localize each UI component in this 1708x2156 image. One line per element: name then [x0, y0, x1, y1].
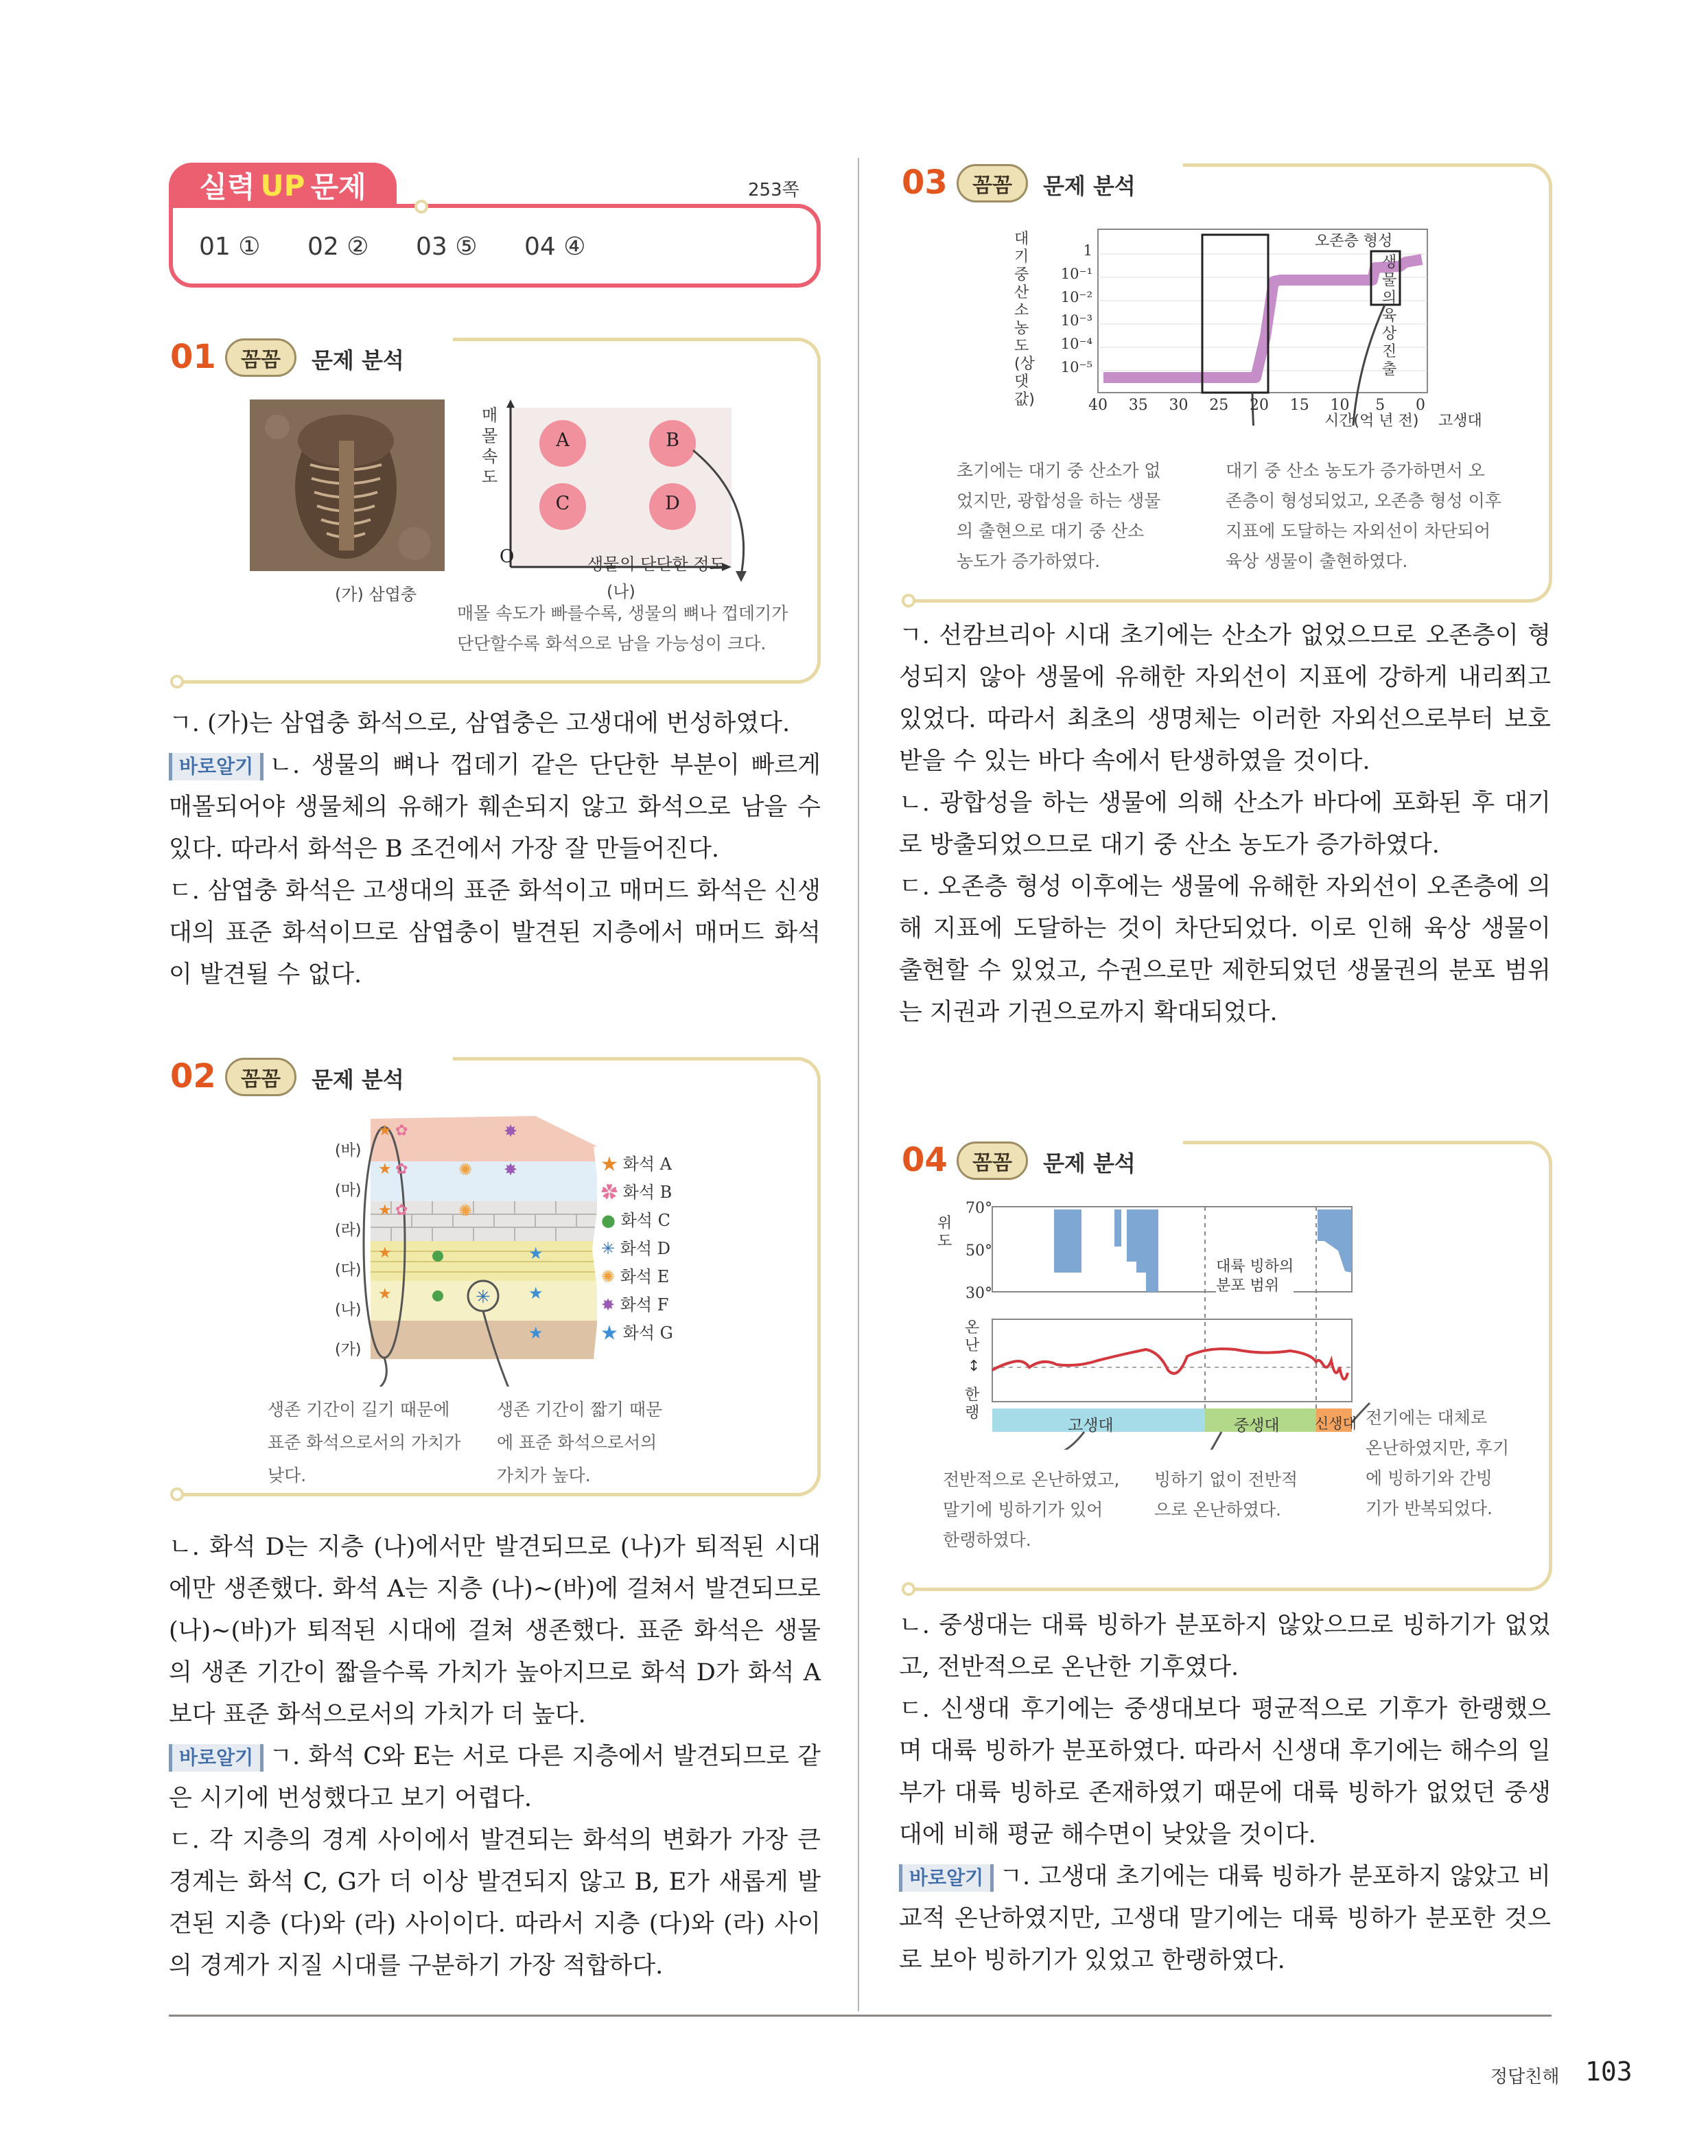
q01-tag: 바로알기: [169, 753, 264, 780]
fossil-legend: [601, 1150, 673, 1347]
q01-xlabel: 생물의 단단한 정도: [587, 555, 725, 574]
layer-label: (바): [335, 1142, 362, 1159]
trilobite-photo: [250, 399, 445, 571]
legend-item: ★ 화석 G: [601, 1323, 673, 1343]
svg-text:★: ★: [378, 1202, 392, 1219]
q03-dot: [902, 594, 915, 607]
q03-era-label: 고생대: [1438, 413, 1482, 430]
layer-label: (나): [335, 1301, 362, 1319]
q03-xtick: 5: [1375, 397, 1385, 414]
svg-text:★: ★: [528, 1323, 543, 1343]
lat-tick-50: 50°: [966, 1242, 992, 1260]
answer-04: 04 ④: [524, 233, 586, 261]
legend-item: ★ 화석 A: [601, 1155, 672, 1174]
q02-frame-bottom: [181, 1493, 469, 1496]
q04-dot: [902, 1582, 915, 1596]
label-d: D: [665, 493, 680, 514]
q03-xtick: 15: [1289, 397, 1309, 414]
q02-explanation: [169, 1527, 821, 1987]
svg-text:★: ★: [378, 1286, 392, 1303]
legend-item: ● 화석 C: [601, 1211, 670, 1230]
q02-badge: 꼼꼼: [225, 1058, 296, 1096]
glacier-label: 대륙 빙하의 분포 범위: [1216, 1258, 1294, 1295]
layer-label: (라): [335, 1222, 362, 1239]
q01-note-2: 단단할수록 화석으로 남을 가능성이 크다.: [457, 634, 767, 653]
q02-section-label: 문제 분석: [312, 1067, 404, 1093]
footer-rule: [169, 2015, 1552, 2017]
q03-section-label: 문제 분석: [1043, 173, 1136, 199]
skill-up-tab: [169, 163, 397, 208]
q01-dot: [170, 675, 184, 688]
q03-badge: 꼼꼼: [957, 164, 1028, 202]
label-a: A: [556, 430, 570, 451]
lat-tick-30: 30°: [966, 1285, 992, 1302]
answer-03: 03 ⑤: [416, 233, 478, 261]
box-dot: [414, 200, 428, 213]
q01-number: 01: [170, 338, 216, 376]
legend-item: ✳ 화석 D: [601, 1239, 670, 1258]
q04-text-2: ㄷ. 신생대 후기에는 중생대보다 평균적으로 기후가 한랭했으며 대륙 빙하가 분포하였다. 따라서 신생대 후기에는 해수의 일부가 대륙 빙하로 존재하였기 때문에 대륙 빙하가 없었던 중생대에 비해 평균 해수면이 낮았을 것이다.: [899, 1695, 1551, 1848]
legend-item: ✸ 화석 F: [601, 1295, 669, 1314]
land-label: 생물의 육상 진출: [1382, 254, 1397, 378]
q04-note-mid: 빙하기 없이 전반적 으로 온난하였다.: [1154, 1470, 1298, 1520]
layer-label: (가): [335, 1341, 362, 1358]
q04-explanation: [899, 1605, 1551, 1982]
footer-label: 정답친해: [1490, 2067, 1560, 2087]
q02-note-right: 생존 기간이 짧기 때문 에 표준 화석으로서의 가치가 높다.: [497, 1400, 663, 1485]
svg-text:✸: ✸: [504, 1160, 518, 1179]
svg-text:★: ★: [378, 1122, 392, 1139]
q03-xlabel: 시간(억 년 전): [1324, 413, 1419, 430]
q01-frame-bottom: [181, 680, 469, 684]
q03-note-left: 초기에는 대기 중 산소가 없 었지만, 광합성을 하는 생물 의 출현으로 대기 중 산소 농도가 증가하였다.: [957, 461, 1161, 571]
q04-text-1: ㄴ. 중생대는 대륙 빙하가 분포하지 않았으므로 빙하기가 없었고, 전반적으로 온난한 기후였다.: [899, 1612, 1551, 1681]
q03-xtick: 0: [1416, 397, 1425, 414]
q02-text-1: ㄴ. 화석 D는 지층 (나)에서만 발견되므로 (나)가 퇴적된 시대에만 생존했다. 화석 A는 지층 (나)~(바)에 걸쳐서 발견되므로 (나)~(바)가 퇴적된 시대에 걸쳐 생존했다. 표준 화석은 생물의 생존 기간이 짧을수록 가치가 높아지므로 화석 D가 화석 A보다 표준 화석으로서의 가치가 더 높다.: [169, 1533, 821, 1728]
q01-text-2: ㄴ. 생물의 뼈나 껍데기 같은 단단한 부분이 빠르게 매몰되어야 생물체의 유해가 훼손되지 않고 화석으로 남을 수 있다. 따라서 화석은 B 조건에서 가장 잘 만들어진다.: [169, 752, 821, 863]
label-c: C: [555, 493, 570, 514]
q04-note-right: 전기에는 대체로 온난하였지만, 후기 에 빙하기와 간빙 기가 반복되었다.: [1366, 1408, 1510, 1518]
q01-ylabel: 매몰 속도: [482, 406, 498, 487]
temp-arrow: ↕: [968, 1358, 981, 1375]
q01-note-1: 매몰 속도가 빠를수록, 생물의 뼈나 껍데기가: [457, 603, 788, 623]
q03-xtick: 20: [1250, 397, 1269, 414]
svg-text:★: ★: [528, 1244, 543, 1263]
svg-text:✺: ✺: [458, 1160, 473, 1179]
page-reference: 253쪽: [748, 180, 799, 200]
q01-text-1: ㄱ. (가)는 삼엽충 화석으로, 삼엽충은 고생대에 번성하였다.: [169, 710, 791, 737]
legend-item: ✺ 화석 E: [601, 1267, 670, 1286]
era-paleozoic: 고생대: [1068, 1417, 1114, 1435]
q04-tag: 바로알기: [899, 1864, 994, 1892]
q01-explanation: [169, 703, 821, 996]
q02-number: 02: [170, 1057, 216, 1096]
q01-badge: 꼼꼼: [225, 338, 296, 377]
answer-02: 02 ②: [307, 233, 369, 261]
q02-text-2: ㄱ. 화석 C와 E는 서로 다른 지층에서 발견되므로 같은 시기에 번성했다고 보기 어렵다.: [169, 1743, 821, 1812]
q01-plot-caption: (나): [607, 582, 635, 601]
ozone-label: 오존층 형성: [1315, 233, 1393, 250]
q04-note-left: 전반적으로 온난하였고, 말기에 빙하기가 있어 한랭하였다.: [943, 1470, 1120, 1550]
q03-xtick: 10: [1330, 397, 1350, 414]
legend-item: ✿ 화석 B: [601, 1183, 672, 1202]
strata-labels: [335, 1131, 361, 1370]
q03-xtick: 35: [1128, 397, 1148, 414]
title-up: UP: [260, 168, 305, 202]
q01-origin: O: [500, 546, 515, 567]
q04-section-label: 문제 분석: [1043, 1150, 1136, 1176]
svg-text:✿: ✿: [395, 1161, 408, 1178]
svg-text:✸: ✸: [504, 1122, 518, 1141]
q04-frame-bottom: [913, 1588, 1201, 1591]
q03-number: 03: [902, 163, 948, 202]
svg-text:★: ★: [378, 1244, 392, 1262]
era-mesozoic: 중생대: [1234, 1417, 1280, 1435]
q02-tag: 바로알기: [169, 1744, 264, 1772]
q04-text-3: ㄱ. 고생대 초기에는 대륙 빙하가 분포하지 않았고 비교적 온난하였지만, 고생대 말기에는 대륙 빙하가 분포한 것으로 보아 빙하기가 있었고 한랭하였다.: [899, 1863, 1551, 1974]
answer-01: 01 ①: [199, 233, 261, 261]
column-divider: [858, 158, 859, 2011]
title-post: 문제: [310, 170, 366, 204]
label-b: B: [666, 430, 679, 451]
fossil-d-marks: [476, 1287, 491, 1308]
layer-label: (마): [335, 1182, 362, 1199]
q02-dot: [170, 1487, 184, 1501]
q03-xtick: 25: [1209, 397, 1229, 414]
q04-badge: 꼼꼼: [957, 1141, 1028, 1180]
page-number: 103: [1585, 2056, 1633, 2087]
q03-text-3: ㄷ. 오존층 형성 이후에는 생물에 유해한 자외선이 오존층에 의해 지표에 도달하는 것이 차단되었다. 이로 인해 육상 생물이 출현할 수 있었고, 수권으로만 제한되었던 생물권의 분포 범위는 지권과 기권으로까지 확대되었다.: [899, 873, 1551, 1026]
lat-label: 위도: [937, 1215, 952, 1250]
q03-frame-bottom: [913, 599, 1201, 603]
q02-note-left: 생존 기간이 길기 때문에 표준 화석으로서의 가치가 낮다.: [268, 1400, 461, 1485]
svg-text:✳: ✳: [476, 1287, 491, 1308]
q03-text-2: ㄴ. 광합성을 하는 생물에 의해 산소가 바다에 포화된 후 대기로 방출되었으므로 대기 중 산소 농도가 증가하였다.: [899, 789, 1551, 859]
q02-text-3: ㄷ. 각 지층의 경계 사이에서 발견되는 화석의 변화가 가장 큰 경계는 화석 C, G가 더 이상 발견되지 않고 B, E가 새롭게 발견된 지층 (다)와 (라) 사이이다. 따라서 지층 (다)와 (라) 사이의 경계가 지질 시대를 구분하기 가장 적합하다.: [169, 1827, 821, 1980]
q04-number: 04: [902, 1141, 948, 1179]
q03-xtick: 30: [1169, 397, 1189, 414]
answer-box: [169, 204, 821, 288]
svg-text:★: ★: [528, 1284, 543, 1303]
fossil-b-marks: [395, 1122, 408, 1219]
q01-text-3: ㄷ. 삼엽충 화석은 고생대의 표준 화석이고 매머드 화석은 신생대의 표준 화석이므로 삼엽충이 발견된 지층에서 매머드 화석이 발견될 수 없다.: [169, 877, 821, 988]
q03-text-1: ㄱ. 선캄브리아 시대 초기에는 산소가 없었으므로 오존층이 형성되지 않아 생물에 유해한 자외선이 지표에 강하게 내리쬐고 있었다. 따라서 최초의 생명체는 이러한 자외선으로부터 보호받을 수 있는 바다 속에서 탄생하였을 것이다.: [899, 622, 1551, 775]
era-cenozoic: 신생대: [1315, 1415, 1357, 1432]
svg-text:✺: ✺: [458, 1201, 473, 1220]
q03-xtick: 40: [1088, 397, 1108, 414]
q01-section-label: 문제 분석: [312, 347, 404, 373]
temp-label-top: 온난: [965, 1319, 980, 1354]
q03-ylabel: 대기 중 산소 농도 (상댓값): [1014, 231, 1035, 408]
temp-label-bottom: 한랭: [965, 1387, 980, 1422]
fossil-g-marks: [528, 1244, 543, 1343]
title-pre: 실력: [199, 170, 255, 204]
lat-tick-70: 70°: [966, 1200, 992, 1217]
svg-text:✿: ✿: [395, 1122, 408, 1139]
svg-text:★: ★: [378, 1161, 392, 1178]
svg-text:✿: ✿: [395, 1202, 408, 1219]
layer-label: (다): [335, 1262, 362, 1279]
q03-explanation: [899, 615, 1551, 1034]
q03-yticks: 1 10⁻¹ 10⁻² 10⁻³ 10⁻⁴ 10⁻⁵: [1060, 242, 1092, 375]
q01-photo-caption: (가) 삼엽충: [335, 585, 417, 604]
q03-note-right: 대기 중 산소 농도가 증가하면서 오 존층이 형성되었고, 오존층 형성 이후 지표에 도달하는 자외선이 차단되어 육상 생물이 출현하였다.: [1226, 461, 1501, 571]
